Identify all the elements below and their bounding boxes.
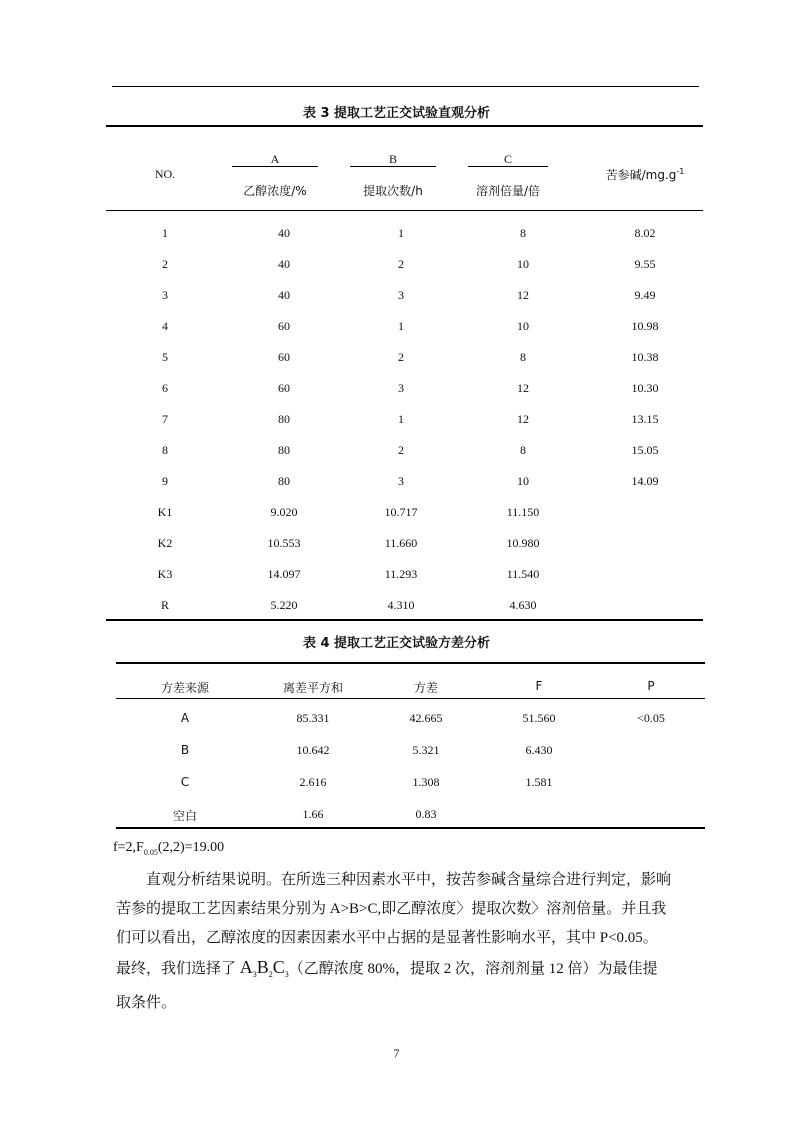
table3-cell: 40 — [278, 288, 290, 302]
header-c-sub: 溶剂倍量/倍 — [475, 184, 541, 198]
table3-cell: 3 — [398, 288, 404, 302]
table4-cell: 10.642 — [296, 743, 330, 757]
paragraph-line-3: 们可以看出，乙醇浓度的因素因素水平中占据的是显著性影响水平，其中 P<0.05。 — [116, 930, 658, 946]
table4-cell: 85.331 — [296, 711, 330, 725]
factor-a: A — [239, 957, 253, 977]
header-no: NO. — [154, 167, 176, 181]
factor-c: C — [272, 957, 285, 977]
table3-cell: R — [160, 598, 169, 612]
table3-cell: 10.98 — [631, 319, 659, 333]
header-b: B — [388, 152, 397, 166]
table4-cell: <0.05 — [637, 711, 665, 725]
header-b-sub: 提取次数/h — [363, 184, 423, 198]
table3-cell: 8 — [520, 350, 526, 364]
table3-cell: K3 — [157, 567, 173, 581]
table4-cell: 5.321 — [412, 743, 440, 757]
table3-cell: 6 — [162, 381, 168, 395]
table3-cell: 60 — [278, 319, 290, 333]
header-a-sub: 乙醇浓度/% — [243, 184, 307, 198]
table3-cell: 9.49 — [634, 288, 656, 302]
table4-cell: 1.66 — [302, 807, 324, 821]
paragraph-line-4 — [116, 953, 706, 989]
table4-cell: C — [180, 775, 190, 789]
table4-cell: 6.430 — [525, 743, 553, 757]
paragraph-line-5: 取条件。 — [116, 995, 177, 1011]
table3-cell: 10.30 — [631, 381, 659, 395]
table4-cell: 1.581 — [525, 775, 553, 789]
table3-cell: 12 — [517, 381, 529, 395]
table3-cell: 80 — [278, 412, 290, 426]
table3-cell: 5 — [162, 350, 168, 364]
table3-cell: 2 — [162, 257, 168, 271]
table3-cell: 9.020 — [270, 505, 298, 519]
header-result-label: 苦参碱/mg.g — [605, 168, 677, 182]
table4-cell: 42.665 — [409, 711, 443, 725]
header-result — [590, 166, 700, 183]
table3-cell: 12 — [517, 288, 529, 302]
table3-cell: 12 — [517, 412, 529, 426]
table4-header-cell: 方差来源 — [160, 681, 209, 695]
table4-bottom-rule — [116, 827, 705, 829]
table3-cell: 7 — [162, 412, 168, 426]
header-a-underline — [232, 166, 318, 167]
table3-cell: 5.220 — [270, 598, 298, 612]
table4-header-rule — [116, 698, 705, 699]
table3-cell: 2 — [398, 350, 404, 364]
table3-cell: 10.38 — [631, 350, 659, 364]
table4-cell: 2.616 — [299, 775, 327, 789]
table3-cell: 4.630 — [509, 598, 537, 612]
table3-cell: 8 — [162, 443, 168, 457]
header-a: A — [270, 152, 280, 166]
table3-cell: 11.293 — [384, 567, 418, 581]
table3-cell: 14.097 — [267, 567, 301, 581]
line4-post: （乙醇浓度 80%，提取 2 次，溶剂剂量 12 倍）为最佳提 — [288, 961, 658, 977]
header-b-underline — [350, 166, 436, 167]
table4-header-cell: 方差 — [413, 681, 438, 695]
factor-b-sub: 2 — [268, 970, 273, 979]
header-c-underline — [468, 166, 548, 167]
table3-cell: 8 — [520, 443, 526, 457]
table3-cell: 4 — [162, 319, 168, 333]
table3-cell: 13.15 — [631, 412, 659, 426]
table3-cell: 4.310 — [387, 598, 415, 612]
factor-b: B — [256, 957, 269, 977]
table3-cell: K1 — [157, 505, 173, 519]
table3-cell: 1 — [398, 319, 404, 333]
table3-cell: 10 — [517, 319, 529, 333]
table4-cell: A — [180, 711, 190, 725]
table3-cell: 2 — [398, 257, 404, 271]
table4-caption: 表 4 提取工艺正交试验方差分析 — [302, 636, 491, 651]
table3-cell: 15.05 — [631, 443, 659, 457]
table4-top-rule — [116, 662, 705, 664]
table3-bottom-rule — [106, 619, 703, 621]
table3-cell: 60 — [278, 350, 290, 364]
paragraph-line-1: 直观分析结果说明。在所选三种因素水平中，按苦参碱含量综合进行判定，影响 — [146, 872, 672, 888]
table3-cell: 14.09 — [631, 474, 659, 488]
table4-cell: 1.308 — [412, 775, 440, 789]
table3-cell: 11.660 — [384, 536, 418, 550]
note-prefix: f=2,F — [113, 840, 144, 855]
header-c: C — [503, 152, 512, 166]
factor-c-sub: 3 — [284, 970, 289, 979]
table4-cell: B — [180, 743, 190, 757]
line4-pre: 最终，我们选择了 — [116, 961, 240, 977]
table3-cell: 3 — [398, 474, 404, 488]
paragraph-line-2: 苦参的提取工艺因素结果分别为 A>B>C,即乙醇浓度〉提取次数〉溶剂倍量。并且我 — [116, 901, 667, 917]
page-number: 7 — [393, 1046, 400, 1060]
note-sub: 0.05 — [143, 847, 158, 857]
table4-header-cell: 离差平方和 — [282, 681, 343, 695]
table4-header-cell: F — [535, 679, 543, 693]
table3-cell: 1 — [398, 412, 404, 426]
table4-header-cell: P — [647, 679, 655, 693]
significance-note — [113, 840, 224, 857]
table3-cell: 60 — [278, 381, 290, 395]
table3-cell: 1 — [398, 226, 404, 240]
table3-cell: 40 — [278, 257, 290, 271]
table3-top-rule — [106, 125, 703, 127]
table4-cell: 51.560 — [522, 711, 556, 725]
table3-cell: 10 — [517, 474, 529, 488]
table3-cell: 2 — [398, 443, 404, 457]
table4-cell: 0.83 — [415, 807, 437, 821]
analysis-paragraph — [116, 866, 706, 1018]
table3-header-rule — [106, 210, 703, 211]
factor-a-sub: 3 — [252, 970, 257, 979]
table3-cell: 9.55 — [634, 257, 656, 271]
table3-cell: 80 — [278, 443, 290, 457]
table3-cell: 1 — [162, 226, 168, 240]
table3-cell: 40 — [278, 226, 290, 240]
table3-cell: 11.150 — [506, 505, 540, 519]
table3-cell: 9 — [162, 474, 168, 488]
header-result-sup: -1 — [676, 167, 685, 176]
table3-cell: 10.553 — [267, 536, 301, 550]
table3-caption: 表 3 提取工艺正交试验直观分析 — [302, 106, 491, 121]
table3-cell: 10.717 — [384, 505, 418, 519]
note-suffix: (2,2)=19.00 — [157, 840, 225, 855]
table3-cell: 3 — [162, 288, 168, 302]
table3-cell: K2 — [157, 536, 173, 550]
table3-cell: 10.980 — [506, 536, 540, 550]
table3-cell: 80 — [278, 474, 290, 488]
table4-cell: 空白 — [172, 809, 197, 823]
table3-cell: 3 — [398, 381, 404, 395]
table3-cell: 10 — [517, 257, 529, 271]
top-rule — [112, 86, 699, 87]
table3-cell: 11.540 — [506, 567, 540, 581]
table3-cell: 8 — [520, 226, 526, 240]
table3-cell: 8.02 — [634, 226, 656, 240]
